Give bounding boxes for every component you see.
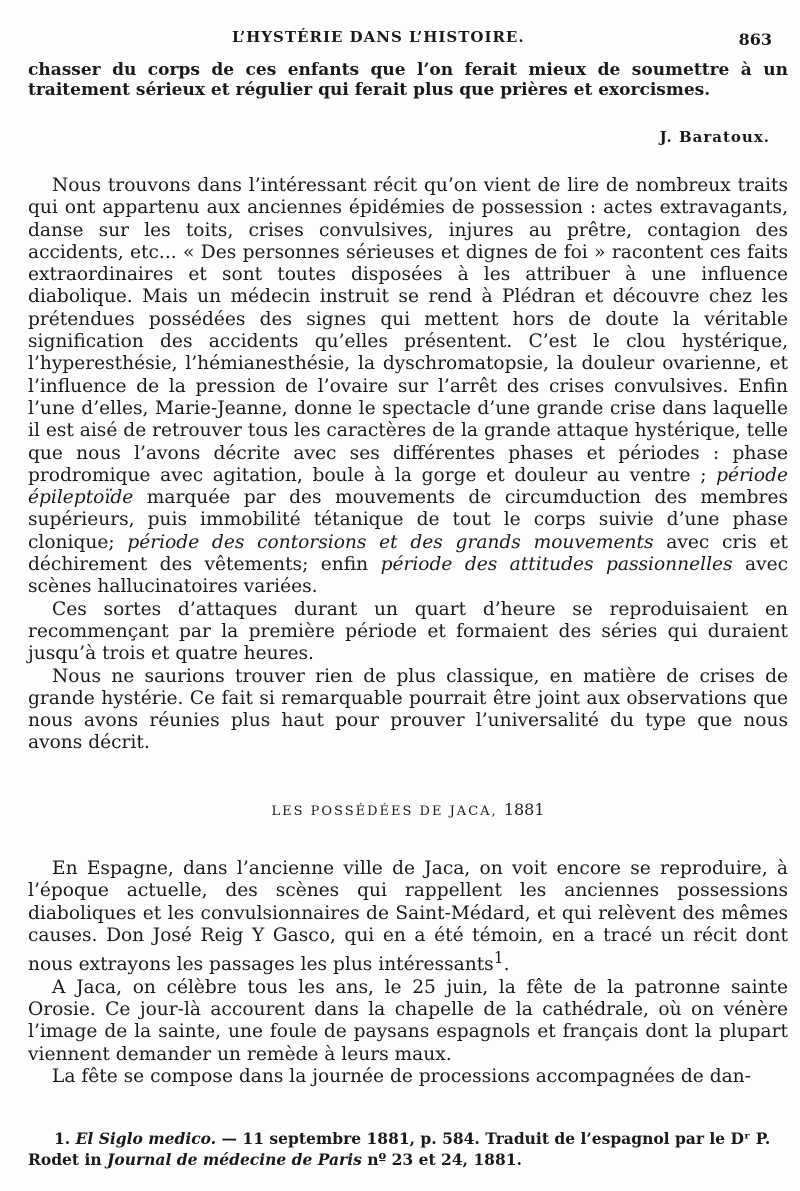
section-commentary (28, 175, 788, 755)
continued-paragraph (28, 60, 788, 100)
running-title: L’HYSTÉRIE DANS L’HISTOIRE. (232, 28, 525, 46)
paragraph-jaca-2: A Jaca, on célèbre tous les ans, le 25 juin, la fête de la patronne sainte Orosie. Ce jour-là accourent dans la chapelle de la cathédrale, où on vénère l’image de la sainte, une foule de paysans espagnols et français dont la plupart viennent demander un remède à leurs maux. (28, 976, 788, 1065)
footnote-text-a: — 11 septembre 1881, p. 584. Traduit de l’espagnol par le Dʳ P. Rodet in (28, 1129, 771, 1169)
paragraph-1 (28, 175, 788, 599)
italic-term-2: période des contorsions et des grands mouvements (127, 531, 654, 553)
footnote (28, 1128, 788, 1170)
paragraph-1-part-a: Nous trouvons dans l’intéressant récit qu’on vient de lire de nombreux traits qui ont appartenu aux anciennes épidémies de possession : actes extravagants, danse sur les toits, crises convulsives, injures au prêtre, contagion des accidents, etc... « Des personnes sérieuses et dignes de foi » racontent ces faits extraordinaires et sont toutes disposées à les attribuer à une influence diabolique. Mais un médecin instruit se rend à Plédran et découvre chez les prétendues possédées des signes qui mettent hors de doute la véritable signification des accidents qu’elles présentent. C’est le clou hystérique, l’hyperesthésie, l’hémianesthésie, la dyschromatopsie, la douleur ovarienne, et l’influence de la pression de l’ovaire sur l’arrêt des crises convulsives. Enfin l’une d’elles, Marie-Jeanne, donne le spectacle d’une grande crise dans laquelle il est aisé de retrouver tous les caractères de la grande attaque hystérique, telle que nous l’avons décrite avec ses différentes phases et périodes : phase prodromique avec agitation, boule à la gorge et douleur au ventre ; (28, 175, 788, 486)
author-signature: J. Baratoux. (659, 128, 770, 146)
footnote-text (28, 1128, 788, 1170)
section-heading-text: LES POSSÉDÉES DE JACA, (271, 804, 498, 819)
page-number: 863 (738, 30, 772, 49)
footnote-source-2: Journal de médecine de Paris (107, 1150, 362, 1169)
section-jaca (28, 858, 788, 1088)
paragraph-jaca-3: La fête se compose dans la journée de processions accompagnées de dan- (52, 1065, 751, 1087)
footnote-source-1: El Siglo medico. (75, 1129, 217, 1148)
paragraph-jaca-1-text: En Espagne, dans l’ancienne ville de Jaca, on voit encore se reproduire, à l’époque actuelle, des scènes qui rappellent les anciennes possessions diaboliques et les convulsionnaires de Saint-Médard, et qui relèvent des mêmes causes. Don José Reig Y Gasco, qui en a été témoin, en a tracé un récit dont nous extrayons les passages les plus intéressants (28, 858, 788, 976)
paragraph-2: Ces sortes d’attaques durant un quart d’heure se reproduisaient en recommençant par la première période et formaient des séries qui duraient jusqu’à trois et quatre heures. (28, 598, 788, 665)
footnote-ref[interactable]: 1 (493, 949, 504, 968)
section-heading (28, 800, 788, 819)
footnote-number: 1. (54, 1129, 71, 1148)
intro-text: chasser du corps de ces enfants que l’on ferait mieux de soumettre à un traitement sérieux et régulier qui ferait plus que prières et exorcismes. (28, 60, 788, 100)
paragraph-1-part-d: avec scènes hallucinatoires variées. (28, 554, 789, 598)
paragraph-jaca-1-end: . (503, 954, 510, 976)
italic-term-1: période épileptoïde (28, 464, 788, 509)
paragraph-3: Nous ne saurions trouver rien de plus classique, en matière de crises de grande hystérie. Ce fait si remarquable pourrait être joint aux observations que nous avons réunies plus haut pour prouver l’universalité du type que nous avons décrit. (28, 665, 788, 754)
footnote-text-b: nº 23 et 24, 1881. (367, 1150, 522, 1169)
section-heading-year: 1881 (503, 800, 545, 819)
paragraph-jaca-1 (28, 858, 788, 977)
italic-term-3: période des attitudes passionnelles (380, 554, 733, 576)
paragraph-1-part-c: avec cris et déchirement des vêtements; enfin (28, 531, 788, 576)
paragraph-1-part-b: marquée par des mouvements de circumduction des membres supérieurs, puis immobilité tétanique de tout le corps suivie d’une phase clonique; (28, 487, 788, 553)
